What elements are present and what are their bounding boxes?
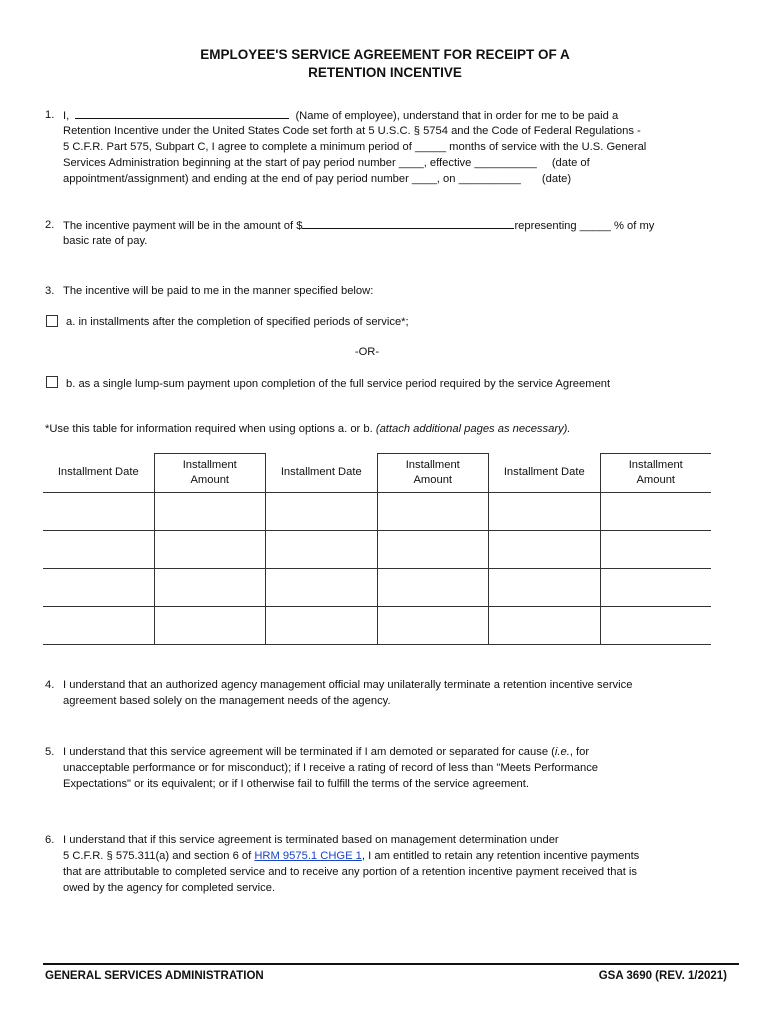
title-line-1: EMPLOYEE'S SERVICE AGREEMENT FOR RECEIPT OF A xyxy=(200,47,570,62)
table-note: *Use this table for information required when using options a. or b. (attach additional pages as necessary). xyxy=(45,423,571,435)
option-a-label: a. in installments after the completion of specified periods of service*; xyxy=(66,316,409,328)
table-cell[interactable] xyxy=(154,531,266,569)
table-cell[interactable] xyxy=(600,569,711,607)
item-2-number: 2. xyxy=(45,219,55,231)
table-cell[interactable] xyxy=(377,569,489,607)
employee-name-field[interactable] xyxy=(75,107,289,119)
hrm-9575-link[interactable]: HRM 9575.1 CHGE 1 xyxy=(254,850,362,862)
table-row xyxy=(43,607,711,645)
table-cell[interactable] xyxy=(377,493,489,531)
item-6-number: 6. xyxy=(45,834,55,846)
table-cell[interactable] xyxy=(489,531,601,569)
item-1-number: 1. xyxy=(45,109,55,121)
form-page: EMPLOYEE'S SERVICE AGREEMENT FOR RECEIPT OF A RETENTION INCENTIVE 1. I, (Name of employee), understand that in order for me to be paid a Retention Incentive under the United States Code set forth at 5 U.S.C. § 5754 and the Code of Federal Regulations - 5 C.F.R. Part 575, Subpart C, I agree to complete a minimum period of _____ months of service with the U.S. General Services Administration beginning at the start of pay period number ____, effective __________ (date of appointment/assignment) and ending at the end of pay period number ____, on __________ (date) 2. The incentive payment will be in the amount of $ representing _____ % of my basic rate of pay. 3. The incentive will be paid to me in the manner specified below: a. in installments after the completion of specified periods of service*; -OR- b. as a single lump-sum payment upon completion of the full service period required by the service Agreement *Use this table for information required when using options a. or b. (attach additional pages as necessary). Installment Date Installment Amount Installment Date Installment Amount Installment Date Installment Amount 4. I understand that an authorized agency management official may unilaterally terminate a retention incentive service agreement based solely on the management needs of the agency. 5. I understand that this service agreement will be terminated if I am demoted or separated for cause (i.e., for unacceptable performance or for misconduct); if I receive a rating of record of less than "Meets Performance Expectations" or its equivalent; or if I otherwise fail to fulfill the terms of the service agreement. 6. I understand that if this service agreement is terminated based on management determination under 5 C.F.R. § 575.311(a) and section 6 of HRM 9575.1 CHGE 1, I am entitled to retain any retention incentive payments that are attributable to completed service and to receive any portion of a retention incentive payment received that is owed by the agency for completed service. GENERAL SERVICES ADMINISTRATION GSA 3690 (REV. 1/2021) xyxy=(0,0,770,1024)
table-row xyxy=(43,569,711,607)
table-cell[interactable] xyxy=(266,493,378,531)
col-header-installment-date: Installment Date xyxy=(266,454,378,493)
table-cell[interactable] xyxy=(600,531,711,569)
table-cell[interactable] xyxy=(489,569,601,607)
col-header-installment-date: Installment Date xyxy=(43,454,154,493)
item-4-number: 4. xyxy=(45,679,55,691)
table-cell[interactable] xyxy=(600,493,711,531)
table-row xyxy=(43,493,711,531)
col-header-installment-date: Installment Date xyxy=(489,454,601,493)
incentive-amount-field[interactable] xyxy=(302,217,514,229)
item-3-number: 3. xyxy=(45,285,55,297)
title-line-2: RETENTION INCENTIVE xyxy=(308,65,462,80)
table-cell[interactable] xyxy=(43,493,154,531)
footer-divider xyxy=(43,963,739,965)
option-b-checkbox[interactable] xyxy=(46,376,58,388)
table-cell[interactable] xyxy=(266,531,378,569)
table-cell[interactable] xyxy=(600,607,711,645)
item-5-number: 5. xyxy=(45,746,55,758)
table-cell[interactable] xyxy=(154,493,266,531)
table-cell[interactable] xyxy=(154,569,266,607)
col-header-installment-amount: Installment Amount xyxy=(377,454,489,493)
table-cell[interactable] xyxy=(266,569,378,607)
option-b-label: b. as a single lump-sum payment upon completion of the full service period required by the service Agreement xyxy=(66,378,611,390)
table-cell[interactable] xyxy=(43,569,154,607)
table-header-row xyxy=(43,454,711,493)
table-cell[interactable] xyxy=(154,607,266,645)
or-separator: -OR- xyxy=(354,346,380,358)
table-cell[interactable] xyxy=(377,531,489,569)
col-header-installment-amount: Installment Amount xyxy=(600,454,711,493)
installment-table xyxy=(43,453,711,645)
table-cell[interactable] xyxy=(266,607,378,645)
footer-agency: GENERAL SERVICES ADMINISTRATION xyxy=(45,970,264,982)
table-cell[interactable] xyxy=(377,607,489,645)
option-a-checkbox[interactable] xyxy=(46,315,58,327)
table-cell[interactable] xyxy=(489,607,601,645)
table-row xyxy=(43,531,711,569)
table-cell[interactable] xyxy=(489,493,601,531)
footer-form-number: GSA 3690 (REV. 1/2021) xyxy=(598,970,727,982)
table-cell[interactable] xyxy=(43,607,154,645)
table-cell[interactable] xyxy=(43,531,154,569)
form-title xyxy=(0,46,770,82)
col-header-installment-amount: Installment Amount xyxy=(154,454,266,493)
